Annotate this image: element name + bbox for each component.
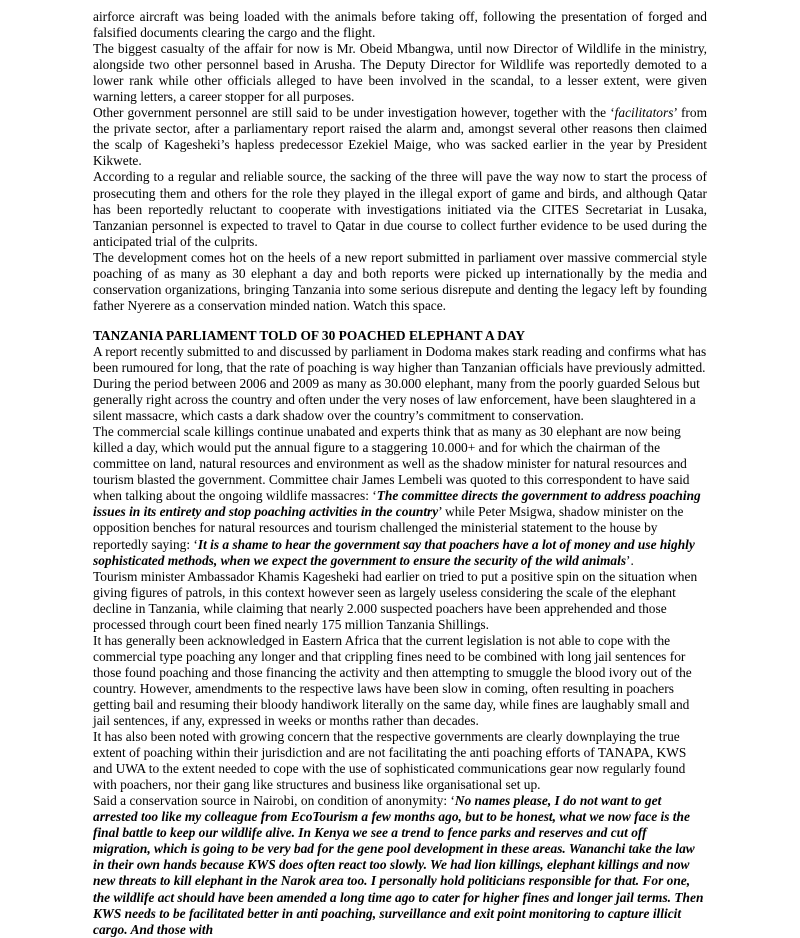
article-poached-elephant (93, 328, 707, 938)
paragraph: According to a regular and reliable source, the sacking of the three will pave the way now to start the process of prosecuting them and others for the role they played in the illegal export of game and birds, and although Qatar has been reportedly reluctant to cooperate with investigations initiated via the CITES Secretariat in Lusaka, Tanzanian personnel is expected to travel to Qatar in due course to collect further evidence to be used during the anticipated trial of the culprits. (93, 169, 707, 249)
paragraph: The development comes hot on the heels of a new report submitted in parliament over massive commercial style poaching of as many as 30 elephant a day and both reports were picked up internationally by the media and conservation organizations, bringing Tanzania into some serious disrepute and denting the legacy left by founding father Nyerere as a conservation minded nation. Watch this space. (93, 249, 707, 313)
paragraph (93, 105, 707, 169)
text-run: The commercial scale killings continue unabated and experts think that as many as 30 elephant are now being killed a day, which would put the annual figure to a staggering 10.000+ and for which the chairman of the committee on land, natural resources and environment as well as the shadow minister for natural resources and tourism blasted the government. Committee chair James Lembeli was quoted to this correspondent to have said when talking about the ongoing wildlife massacres: ‘ (93, 424, 690, 504)
paragraph (93, 424, 707, 568)
italic-text: facilitators (614, 105, 674, 121)
article-heading: TANZANIA PARLIAMENT TOLD OF 30 POACHED ELEPHANT A DAY (93, 327, 526, 343)
quote-text: It is a shame to hear the government say that poachers have a lot of money and use highly sophisticated methods, when we expect the government to ensure the security of the wild animals (93, 536, 695, 568)
paragraph (93, 793, 707, 937)
text-run: ’ while Peter Msigwa, shadow minister on the opposition benches for natural resources and tourism challenged the ministerial statement to the house by reportedly saying: ‘ (93, 504, 684, 552)
paragraph: airforce aircraft was being loaded with the animals before taking off, following the presentation of forged and falsified documents clearing the cargo and the flight. (93, 9, 707, 41)
paragraph: Tourism minister Ambassador Khamis Kagesheki had earlier on tried to put a positive spin on the situation when giving figures of patrols, in this context however seen as largely useless considering the scale of the elephant decline in Tanzania, while claiming that nearly 2.000 suspected poachers have been apprehended and those processed through court been fined nearly 175 million Tanzania Shillings. (93, 568, 698, 632)
paragraph: It has generally been acknowledged in Eastern Africa that the current legislation is not able to cope with the commercial type poaching any longer and that crippling fines need to be combined with long jail sentences for those found poaching and those financing the activity and then attempting to smuggle the blood ivory out of the country. However, amendments to the respective laws have been slow in coming, often resulting in poachers getting bail and resuming their bloody handiwork literally on the same day, while fines are laughably small and jail sentences, if any, expressed in weeks or months rather than decades. (93, 632, 692, 729)
quote-text: No names please, I do not want to get arrested too like my colleague from EcoTourism a few months ago, but to be honest, what we now face is the final battle to keep our wildlife alive. In Kenya we see a trend to fence parks and reserves and cut off migration, which is going to be very bad for the gene pool development in these areas. Wananchi take the law in their own hands because KWS does often react too slowly. We had lion killings, elephant killings and now new threats to kill elephant in the Narok area too. I personally hold politicians responsible for that. For one, the wildlife act should have been amended a long time ago to cater for higher fines and longer jail terms. Then KWS needs to be facilitated better in anti poaching, surveillance and exit point monitoring to capture illicit cargo. And those with (93, 793, 704, 937)
document-page (93, 9, 707, 938)
text-run: ’ from the private sector, after a parliamentary report raised the alarm and, amongst several other reasons then claimed the scalp of Kagesheki’s hapless predecessor Ezekiel Maige, who was sacked earlier in the year by President Kikwete. (93, 105, 708, 169)
article-facilitators (93, 9, 707, 314)
text-run: Said a conservation source in Nairobi, on condition of anonymity: ‘ (93, 793, 455, 809)
quote-text: The committee directs the government to address poaching issues in its entirety and stop poaching activities in the country (93, 488, 701, 520)
paragraph: A report recently submitted to and discussed by parliament in Dodoma makes stark reading and confirms what has been rumoured for long, that the rate of poaching is way higher than Tanzanian officials have previously admitted. During the period between 2006 and 2009 as many as 30.000 elephant, many from the poorly guarded Selous but generally right across the country and often under the very noses of law enforcement, have been slaughtered in a silent massacre, which casts a dark shadow over the country’s commitment to conservation. (93, 343, 707, 424)
text-run: ’. (626, 552, 634, 568)
paragraph: It has also been noted with growing concern that the respective governments are clearly downplaying the true extent of poaching within their jurisdiction and are not facilitating the anti poaching efforts of TANAPA, KWS and UWA to the extent needed to cope with the use of sophisticated communications gear now regularly found with poachers, nor their gang like structures and business like organisational set up. (93, 729, 687, 793)
text-run: Other government personnel are still said to be under investigation however, together with the ‘ (93, 105, 615, 121)
paragraph: The biggest casualty of the affair for now is Mr. Obeid Mbangwa, until now Director of Wildlife in the ministry, alongside two other personnel based in Arusha. The Deputy Director for Wildlife was reportedly demoted to a lower rank while other officials alleged to have been involved in the scandal, to a lesser extent, were given warning letters, a career stopper for all purposes. (93, 41, 707, 105)
